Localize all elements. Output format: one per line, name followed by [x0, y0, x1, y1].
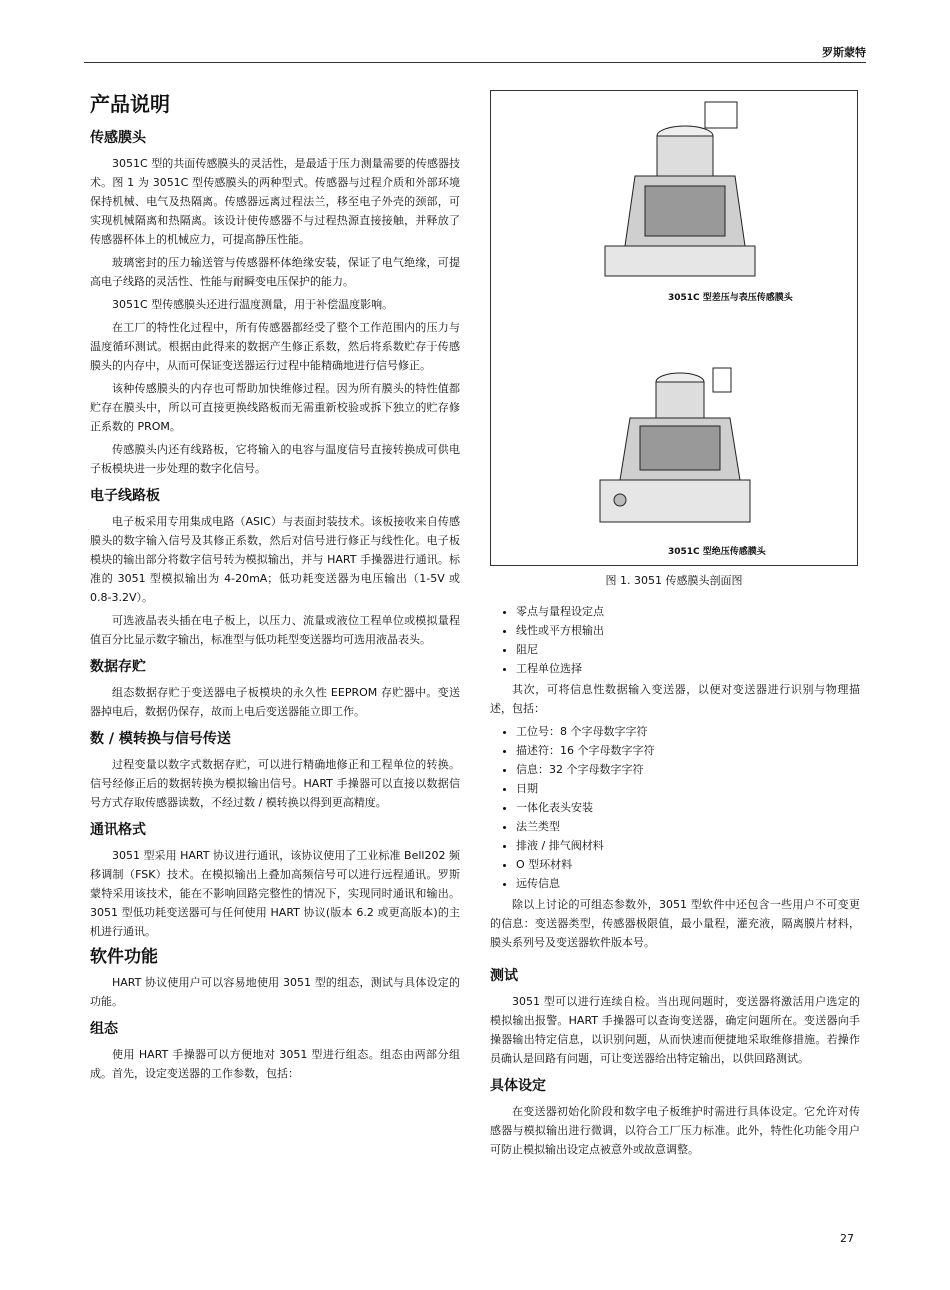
- section-heading: 测试: [490, 968, 518, 984]
- paragraph: 传感膜头内还有线路板，它将输入的电容与温度信号直接转换成可供电子板模块进一步处理的数字化信号。: [90, 443, 460, 475]
- paragraph: 玻璃密封的压力输送管与传感器杯体绝缘安装，保证了电气绝缘，可提高电子线路的灵活性、性能与耐瞬变电压保护的能力。: [90, 256, 460, 288]
- paragraph: 组态数据存贮于变送器电子板模块的永久性 EEPROM 存贮器中。变送器掉电后，数据仍保存，故而上电后变送器能立即工作。: [90, 686, 460, 718]
- list-item: • 远传信息: [516, 874, 860, 893]
- paragraph: 3051C 型传感膜头还进行温度测量，用于补偿温度影响。: [112, 298, 394, 311]
- figure-caption: 图 1. 3051 传感膜头剖面图: [605, 574, 743, 587]
- paragraph: 在工厂的特性化过程中，所有传感器都经受了整个工作范围内的压力与温度循环测试。根据由此得来的数据产生修正系数，然后将系数贮存于传感膜头的内存中，从而可保证变送器运行过程中能精确地进行信号修正。: [90, 321, 460, 372]
- list-item: • 信息：32 个字母数字字符: [516, 760, 860, 779]
- paragraph: 电子板采用专用集成电路（ASIC）与表面封装技术。该板接收来自传感膜头的数字输入信号及其修正系数，然后对信号进行修正与线性化。电子板模块的输出部分将数字信号转为模拟输出，并与 HART 手操器进行通讯。标准的 3051 型模拟输出为 4-20mA；低功耗变送器为电压输出（1-5V 或 0.8-3.2V）。: [90, 515, 460, 604]
- list-item: • 一体化表头安装: [516, 798, 860, 817]
- right-column: [490, 600, 860, 1163]
- section-heading: 组态: [90, 1021, 118, 1037]
- paragraph: 其次，可将信息性数据输入变送器，以便对变送器进行识别与物理描述，包括：: [490, 683, 860, 715]
- list-item: • 线性或平方根输出: [516, 621, 860, 640]
- section-heading: 数 / 模转换与信号传送: [90, 731, 231, 747]
- paragraph: 3051 型可以进行连续自检。当出现问题时，变送器将激活用户选定的模拟输出报警。HART 手操器可以查询变送器，确定问题所在。变送器向手操器输出特定信息，以识别问题，从而快速而便捷地采取维修措施。若操作员确认是回路有问题，可让变送器给出特定输出，以供回路测试。: [490, 995, 860, 1065]
- header-rule: [84, 62, 866, 63]
- figure-subcaption: 3051C 型差压与表压传感膜头: [668, 293, 793, 303]
- section-heading: 通讯格式: [90, 822, 146, 838]
- section-heading: 数据存贮: [90, 659, 146, 675]
- list-item: • 日期: [516, 779, 860, 798]
- paragraph: 3051C 型的共面传感膜头的灵活性，是最适于压力测量需要的传感器技术。图 1 为 3051C 型传感膜头的两种型式。传感器与过程介质和外部环境保持机械、电气及热隔离。传感器远离过程法兰，移至电子外壳的颈部，可实现机械隔离和热隔离。该设计使传感器不与过程热源直接接触，并释放了传感器杯体上的机械应力，可提高静压性能。: [90, 157, 460, 246]
- paragraph: 可选液晶表头插在电子板上，以压力、流量或液位工程单位或模拟量程值百分比显示数字输出，标准型与低功耗型变送器均可选用液晶表头。: [90, 614, 460, 646]
- paragraph: 使用 HART 手操器可以方便地对 3051 型进行组态。组态由两部分组成。首先，设定变送器的工作参数，包括：: [90, 1048, 460, 1080]
- list-item: • 工程单位选择: [516, 659, 860, 678]
- list-item: • 排液 / 排气阀材料: [516, 836, 860, 855]
- left-column: [90, 90, 460, 1087]
- section-heading: 具体设定: [490, 1078, 546, 1094]
- paragraph: 该种传感膜头的内存也可帮助加快维修过程。因为所有膜头的特性值都贮存在膜头中，所以可直接更换线路板而无需重新校验或拆下独立的贮存修正系数的 PROM。: [90, 382, 460, 433]
- section-heading: 软件功能: [90, 947, 158, 967]
- section-heading: 电子线路板: [90, 488, 160, 504]
- paragraph: 在变送器初始化阶段和数字电子板维护时需进行具体设定。它允许对传感器与模拟输出进行微调，以符合工厂压力标准。此外，特性化功能令用户可防止模拟输出设定点被意外或故意调整。: [490, 1105, 860, 1156]
- list-item: • 工位号：8 个字母数字字符: [516, 722, 860, 741]
- paragraph: 3051 型采用 HART 协议进行通讯，该协议使用了工业标准 Bell202 频移调制（FSK）技术。在模拟输出上叠加高频信号可以进行远程通讯。罗斯蒙特采用该技术，能在不影响回路完整性的情况下，实现同时通讯和输出。3051 型低功耗变送器可与任何使用 HART 协议(版本 6.2 或更高版本)的主机进行通讯。: [90, 849, 460, 938]
- paragraph: 过程变量以数字式数据存贮，可以进行精确地修正和工程单位的转换。信号经修正后的数据转换为模拟输出信号。HART 手操器可以直接以数据信号方式存取传感器读数，不经过数 / 模转换以得到更高精度。: [90, 758, 460, 809]
- list-item: • 阻尼: [516, 640, 860, 659]
- page-title: 产品说明: [90, 92, 170, 116]
- paragraph: HART 协议使用户可以容易地使用 3051 型的组态，测试与具体设定的功能。: [90, 976, 460, 1008]
- sensor-module-illustration-ap: [595, 360, 765, 540]
- paragraph: 除以上讨论的可组态参数外，3051 型软件中还包含一些用户不可变更的信息：变送器类型，传感器极限值，最小量程，灌充液，隔离膜片材料，膜头系列号及变送器软件版本号。: [490, 898, 860, 949]
- list-item: • O 型环材料: [516, 855, 860, 874]
- page-number: 27: [840, 1232, 854, 1245]
- section-heading: 传感膜头: [90, 130, 146, 146]
- list-item: • 零点与量程设定点: [516, 602, 860, 621]
- info-list: [490, 722, 860, 893]
- list-item: • 法兰类型: [516, 817, 860, 836]
- list-item: • 描述符：16 个字母数字字符: [516, 741, 860, 760]
- parameter-list: [490, 602, 860, 678]
- sensor-module-illustration-dp: [595, 96, 765, 286]
- figure-subcaption: 3051C 型绝压传感膜头: [668, 547, 766, 557]
- brand-name: 罗斯蒙特: [822, 46, 866, 59]
